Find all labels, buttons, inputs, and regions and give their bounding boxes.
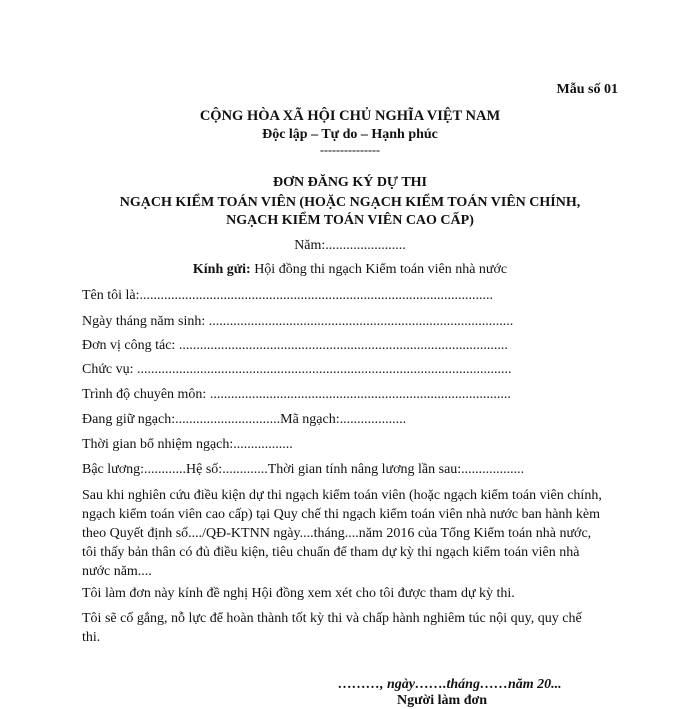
- date-line: ………, ngày…….tháng……năm 20...: [338, 677, 562, 692]
- field-name: Tên tôi là:.....................................................................................................: [82, 288, 494, 303]
- field-education: Trình độ chuyên môn: ......................................................................................: [82, 387, 511, 402]
- national-title: CỘNG HÒA XÃ HỘI CHỦ NGHĨA VIỆT NAM: [199, 108, 501, 124]
- paragraph-request: Tôi làm đơn này kính đề nghị Hội đồng xem xét cho tôi được tham dự kỳ thi.: [82, 586, 515, 601]
- field-dob: Ngày tháng năm sinh: .......................................................................................: [82, 314, 514, 329]
- motto-rule: ---------------: [320, 143, 380, 157]
- form-number: Mẫu số 01: [556, 82, 618, 97]
- field-salary: Bậc lương:............Hệ số:.............Thời gian tính nâng lương lần sau:..................: [82, 462, 525, 477]
- recipient-label: Kính gửi:: [192, 262, 251, 277]
- field-position: Chức vụ: ...........................................................................................................: [82, 362, 512, 377]
- paragraph-commitment: Tôi sẽ cố gắng, nỗ lực để hoàn thành tốt kỳ thi và chấp hành nghiêm túc nội quy, quy chế thi.: [82, 611, 582, 645]
- recipient-value: Hội đồng thi ngạch Kiểm toán viên nhà nước: [250, 262, 508, 277]
- paragraph-eligibility: Sau khi nghiên cứu điều kiện dự thi ngạch kiểm toán viên (hoặc ngạch kiểm toán viên chính, ngạch kiểm toán viên cao cấp) tại Quy chế thi ngạch kiểm toán viên nhà nước ban hành kèm theo Quyết định số..../QĐ-KTNN ngày....tháng....năm 2016 của Tổng Kiểm toán nhà nước, tôi thấy bản thân có đủ điều kiện, tiêu chuẩn để tham dự kỳ thi ngạch kiểm toán viên nhà nước năm....: [82, 488, 602, 579]
- signer-label: Người làm đơn: [397, 693, 488, 708]
- document-subtitle-line2: NGẠCH KIỂM TOÁN VIÊN CAO CẤP): [226, 213, 474, 228]
- year-line: Năm:.......................: [294, 238, 406, 253]
- field-appointment: Thời gian bổ nhiệm ngạch:.................: [82, 437, 293, 452]
- field-grade: Đang giữ ngạch:..............................Mã ngạch:...................: [82, 412, 407, 427]
- national-motto: Độc lập – Tự do – Hạnh phúc: [262, 127, 438, 142]
- recipient-line: [0, 262, 700, 278]
- field-unit: Đơn vị công tác: ..............................................................................................: [82, 338, 508, 353]
- document-subtitle-line1: NGẠCH KIỂM TOÁN VIÊN (HOẶC NGẠCH KIỂM TOÁN VIÊN CHÍNH,: [119, 195, 581, 210]
- document-title: ĐƠN ĐĂNG KÝ DỰ THI: [272, 175, 427, 190]
